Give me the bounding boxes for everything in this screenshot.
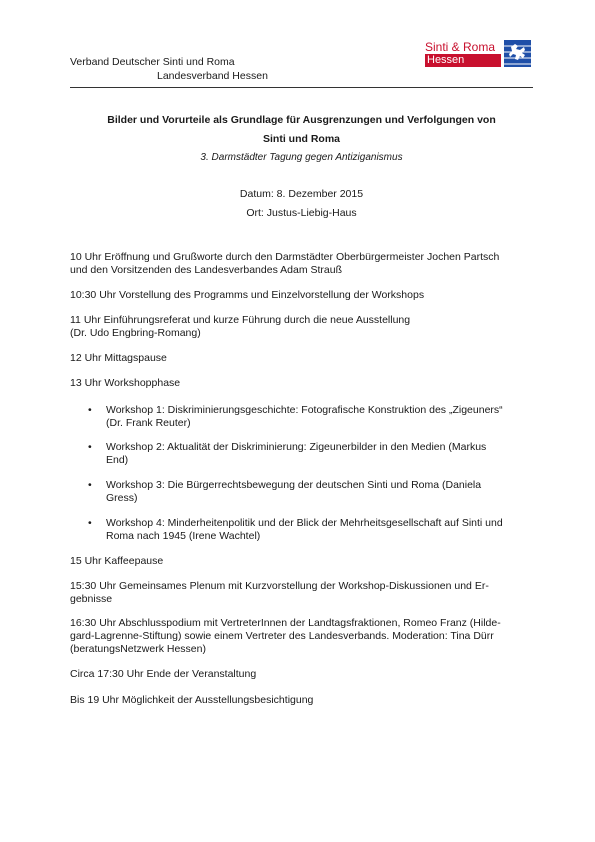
document-title-line2: Sinti und Roma xyxy=(263,133,340,145)
logo xyxy=(425,40,533,68)
program-item xyxy=(70,251,533,277)
bullet-icon: • xyxy=(88,479,92,491)
program-item xyxy=(70,617,533,656)
document-title: Bilder und Vorurteile als Grundlage für Ausgrenzungen und Verfolgungen von xyxy=(107,114,496,126)
header-rule xyxy=(70,87,533,88)
workshop-line: Workshop 3: Die Bürgerrechtsbewegung der deutschen Sinti und Roma (Daniela xyxy=(106,479,482,491)
workshop-line: Gress) xyxy=(106,492,138,504)
workshop-line: Workshop 2: Aktualität der Diskriminierung: Zigeunerbilder in den Medien (Markus xyxy=(106,441,487,453)
bullet-icon: • xyxy=(88,404,92,416)
workshop-line: Roma nach 1945 (Irene Wachtel) xyxy=(106,530,261,542)
workshop-text xyxy=(106,441,530,467)
program-text: 15:30 Uhr Gemeinsames Plenum mit Kurzvorstellung der Workshop-Diskussionen und Er- xyxy=(70,580,489,592)
program-item: Circa 17:30 Uhr Ende der Veranstaltung xyxy=(70,668,257,680)
bullet-icon: • xyxy=(88,517,92,529)
program-text: und den Vorsitzenden des Landesverbandes Adam Strauß xyxy=(70,264,343,276)
program-item: 12 Uhr Mittagspause xyxy=(70,352,167,364)
program-text: gard-Lagrenne-Stiftung) sowie einem Vertreter des Landesverbands. Moderation: Tina Dürr xyxy=(70,630,494,642)
program-item: 13 Uhr Workshopphase xyxy=(70,377,181,389)
program-item: 15 Uhr Kaffeepause xyxy=(70,555,164,567)
program-item xyxy=(70,580,533,606)
org-name: Verband Deutscher Sinti und Roma xyxy=(70,56,235,68)
program-item xyxy=(70,314,533,340)
document-subtitle: 3. Darmstädter Tagung gegen Antiziganismus xyxy=(200,152,403,163)
workshop-text xyxy=(106,479,530,505)
program-text: (beratungsNetzwerk Hessen) xyxy=(70,643,206,655)
workshop-text xyxy=(106,404,530,430)
letterhead xyxy=(70,40,533,88)
heraldic-lion-icon xyxy=(504,40,531,67)
program-text: 16:30 Uhr Abschlusspodium mit VertreterInnen der Landtagsfraktionen, Romeo Franz (Hilde- xyxy=(70,617,501,629)
workshop-line: End) xyxy=(106,454,129,466)
workshop-line: Workshop 4: Minderheitenpolitik und der Blick der Mehrheitsgesellschaft auf Sinti und xyxy=(106,517,503,529)
program-item: 10:30 Uhr Vorstellung des Programms und Einzelvorstellung der Workshops xyxy=(70,289,425,301)
event-location: Ort: Justus-Liebig-Haus xyxy=(246,207,357,219)
program-text: (Dr. Udo Engbring-Romang) xyxy=(70,327,201,339)
bullet-icon: • xyxy=(88,441,92,453)
event-date: Datum: 8. Dezember 2015 xyxy=(239,188,364,200)
program-text: 10 Uhr Eröffnung und Grußworte durch den Darmstädter Oberbürgermeister Jochen Partsch xyxy=(70,251,500,263)
program-text: gebnisse xyxy=(70,593,113,605)
logo-text-bottom: Hessen xyxy=(425,54,501,67)
workshop-text xyxy=(106,517,530,543)
program-item: Bis 19 Uhr Möglichkeit der Ausstellungsbesichtigung xyxy=(70,694,314,706)
program-text: 11 Uhr Einführungsreferat und kurze Führung durch die neue Ausstellung xyxy=(70,314,411,326)
org-branch: Landesverband Hessen xyxy=(157,70,268,82)
logo-text-top: Sinti & Roma xyxy=(425,40,496,54)
workshop-line: Workshop 1: Diskriminierungsgeschichte: Fotografische Konstruktion des „Zigeuners“ xyxy=(106,404,503,416)
workshop-line: (Dr. Frank Reuter) xyxy=(106,417,191,429)
